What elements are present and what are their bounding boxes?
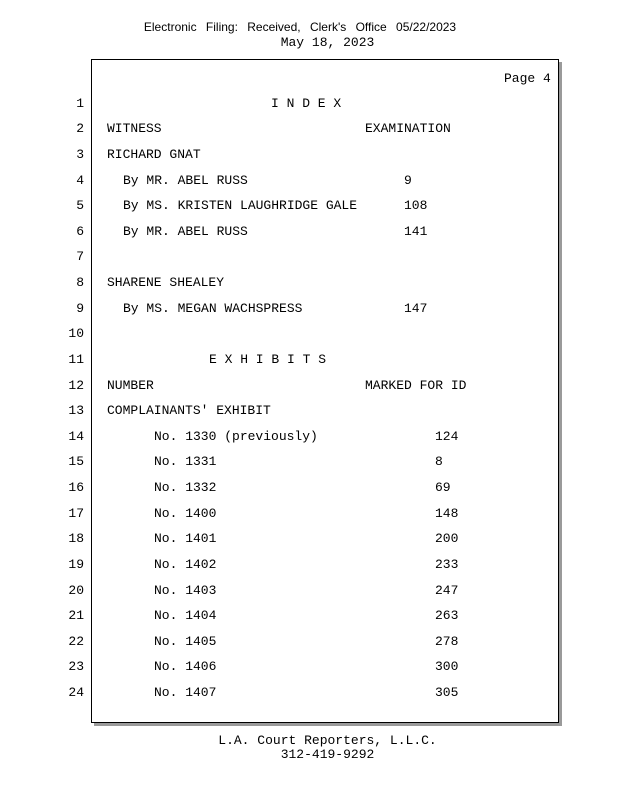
line-number: 8: [76, 275, 84, 290]
examiner: By MS. KRISTEN LAUGHRIDGE GALE: [123, 198, 358, 213]
line-number: 7: [76, 249, 84, 264]
line-number: 22: [68, 634, 84, 649]
line-number: 4: [76, 173, 84, 188]
line-number: 9: [76, 301, 84, 316]
exhibit-number: No. 1332: [154, 480, 217, 495]
exhibit-number: No. 1331: [154, 454, 217, 469]
line-number: 11: [68, 352, 84, 367]
examination-page: 141: [404, 224, 428, 239]
examination-column-header: EXAMINATION: [365, 121, 451, 136]
line-number: 13: [68, 403, 84, 418]
witness-name: SHARENE SHEALEY: [107, 275, 225, 290]
exhibit-page: 233: [435, 557, 459, 572]
page-number: Page 4: [504, 71, 551, 86]
line-number: 3: [76, 147, 84, 162]
exhibit-number: No. 1407: [154, 685, 217, 700]
exhibit-number: No. 1406: [154, 659, 217, 674]
line-number: 24: [68, 685, 84, 700]
line-number: 21: [68, 608, 84, 623]
exhibit-number: No. 1402: [154, 557, 217, 572]
exhibit-page: 200: [435, 531, 459, 546]
line-number: 6: [76, 224, 84, 239]
exhibit-number: No. 1403: [154, 583, 217, 598]
transcript-date: May 18, 2023: [280, 35, 375, 50]
exhibit-page: 148: [435, 506, 459, 521]
witness-name: RICHARD GNAT: [107, 147, 201, 162]
exhibit-number: No. 1405: [154, 634, 217, 649]
exhibit-page: 69: [435, 480, 451, 495]
examination-page: 108: [404, 198, 428, 213]
exhibit-page: 124: [435, 429, 459, 444]
exhibit-number: No. 1404: [154, 608, 217, 623]
line-number: 19: [68, 557, 84, 572]
examiner: By MR. ABEL RUSS: [123, 224, 248, 239]
examination-page: 147: [404, 301, 428, 316]
number-column-header: NUMBER: [107, 378, 154, 393]
exhibit-group-label: COMPLAINANTS' EXHIBIT: [107, 403, 271, 418]
line-number: 15: [68, 454, 84, 469]
exhibit-page: 247: [435, 583, 459, 598]
exhibits-heading: E X H I B I T S: [209, 352, 327, 367]
exhibit-page: 300: [435, 659, 459, 674]
line-number: 20: [68, 583, 84, 598]
exhibit-number: No. 1330 (previously): [154, 429, 318, 444]
marked-for-id-column-header: MARKED FOR ID: [365, 378, 467, 393]
exhibit-page: 278: [435, 634, 459, 649]
exhibit-page: 305: [435, 685, 459, 700]
line-number: 5: [76, 198, 84, 213]
court-reporter-phone: 312-419-9292: [280, 747, 375, 762]
index-heading: I N D E X: [271, 96, 342, 111]
examiner: By MR. ABEL RUSS: [123, 173, 248, 188]
line-number: 10: [68, 326, 84, 341]
line-number: 18: [68, 531, 84, 546]
line-number: 1: [76, 96, 84, 111]
exhibit-number: No. 1400: [154, 506, 217, 521]
filing-stamp: Electronic Filing: Received, Clerk's Office 05/22/2023: [143, 20, 457, 34]
court-reporter-company: L.A. Court Reporters, L.L.C.: [218, 733, 437, 748]
line-number: 23: [68, 659, 84, 674]
line-number: 16: [68, 480, 84, 495]
witness-column-header: WITNESS: [107, 121, 162, 136]
exhibit-number: No. 1401: [154, 531, 217, 546]
exhibit-page: 8: [435, 454, 443, 469]
examination-page: 9: [404, 173, 412, 188]
line-number: 2: [76, 121, 84, 136]
line-number: 17: [68, 506, 84, 521]
line-number: 14: [68, 429, 84, 444]
line-number: 12: [68, 378, 84, 393]
examiner: By MS. MEGAN WACHSPRESS: [123, 301, 303, 316]
exhibit-page: 263: [435, 608, 459, 623]
